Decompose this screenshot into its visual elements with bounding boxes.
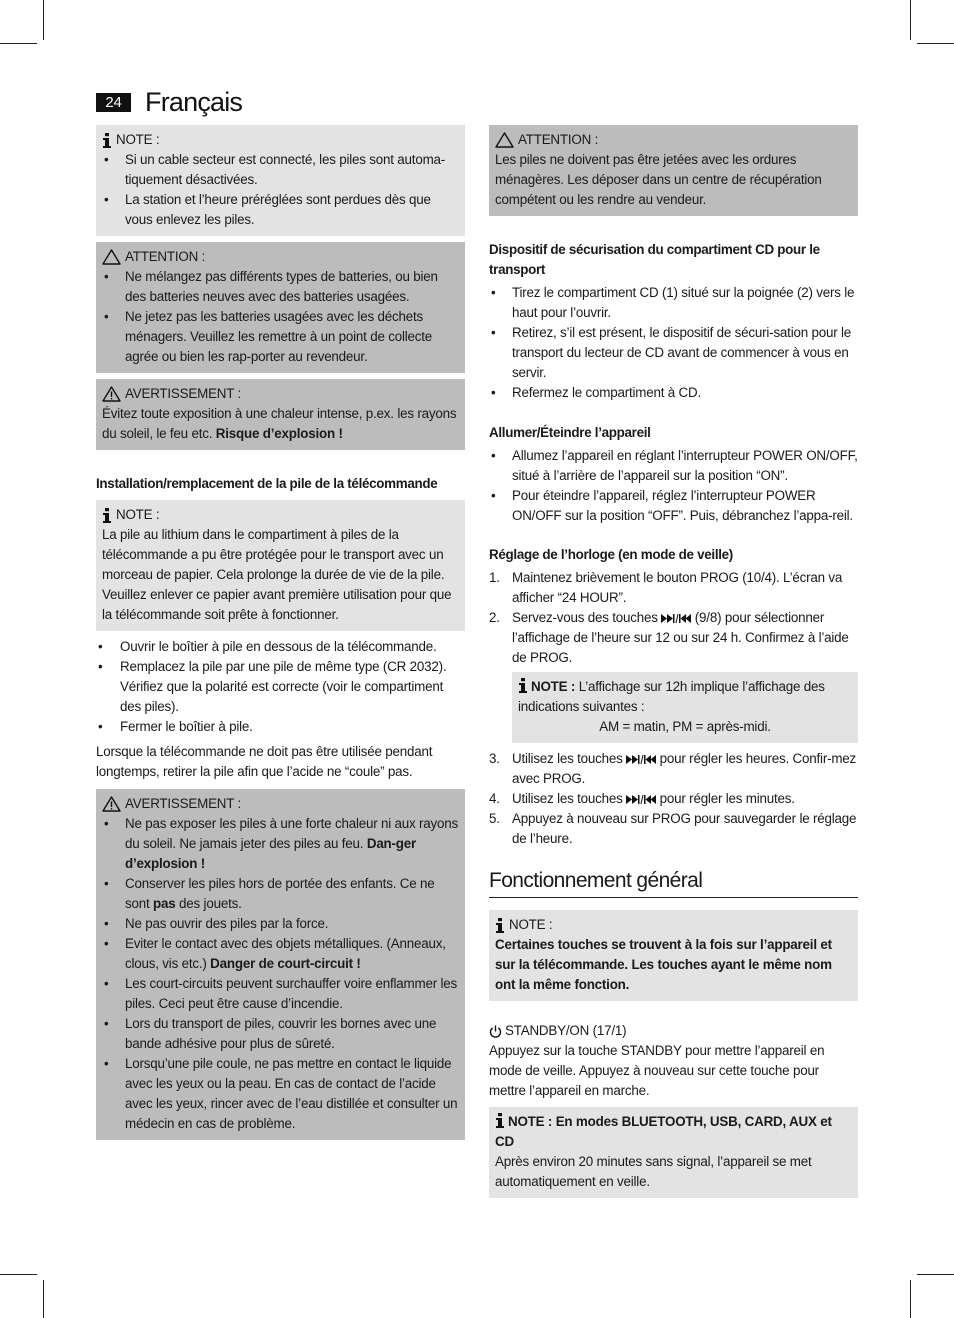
note-text: Après environ 20 minutes sans signal, l’appareil se met automatiquement en veille. <box>495 1154 812 1189</box>
list-item: • La station et l’heure préréglées sont perdues dès que vous enlevez les piles. <box>102 190 459 230</box>
warning-title: AVERTISSEMENT : <box>125 386 242 401</box>
page-number: 24 <box>96 93 131 112</box>
list-item: • Retirez, s’il est présent, le dispositif de sécuri-sation pour le transport du lecteur de CD avant de commencer à vous en servir. <box>489 323 858 383</box>
crop-mark <box>910 0 911 40</box>
list-item: 2. Servez-vous des touches (9/8) pour sélectionner l’affichage de l’heure sur 12 ou sur 24 h. Confirmez à l’aide de PROG. <box>489 610 849 665</box>
note-box <box>489 910 858 1001</box>
attention-text: Les piles ne doivent pas être jetées avec les ordures ménagères. Les déposer dans un centre de récupération compétent ou les rendre au vendeur. <box>495 152 822 207</box>
list-item: • Tirez le compartiment CD (1) situé sur la poignée (2) vers le haut pour l’ouvrir. <box>489 283 858 323</box>
list-item: • Si un cable secteur est connecté, les piles sont automa-tiquement désactivées. <box>102 150 459 190</box>
section-heading: Dispositif de sécurisation du compartiment CD pour le transport <box>489 242 820 277</box>
section-heading: Installation/remplacement de la pile de la télécommande <box>96 476 438 491</box>
note-box <box>96 500 465 631</box>
crop-mark <box>917 1274 954 1275</box>
note-text: L’affichage sur 12h implique l’affichage des indications suivantes : <box>518 679 825 714</box>
info-icon <box>102 508 112 523</box>
list-item: • Ouvrir le boîtier à pile en dessous de la télécommande. <box>96 637 465 657</box>
list-item: 3. Utilisez les touches pour régler les heures. Confir-mez avec PROG. <box>489 751 857 786</box>
warning-triangle-icon <box>102 249 121 265</box>
list-item: • Les court-circuits peuvent surchauffer voire enflammer les piles. Ceci peut être cause d’incendie. <box>102 974 459 1014</box>
list-item: • Remplacez la pile par une pile de même type (CR 2032). Vérifiez que la polarité est correcte (voir le compartiment des piles). <box>96 657 465 717</box>
section-heading: Réglage de l’horloge (en mode de veille) <box>489 547 733 562</box>
crop-mark <box>43 0 44 40</box>
warning-exclamation-icon <box>102 796 121 812</box>
section-heading: Allumer/Éteindre l’appareil <box>489 425 651 440</box>
warning-exclamation-icon <box>102 386 121 402</box>
list-item: • Ne jetez pas les batteries usagées avec les déchets ménagers. Veuillez les remettre à un point de collecte agrée ou bien les rap-porter au revendeur. <box>102 307 459 367</box>
note-box <box>512 672 858 743</box>
note-box <box>489 1107 858 1198</box>
warning-text-bold: Risque d’explosion ! <box>215 426 343 441</box>
warning-text: Évitez toute exposition à une chaleur intense, p.ex. les rayons du soleil, le feu etc. <box>102 406 457 441</box>
crop-mark <box>0 43 37 44</box>
page-title: Français <box>145 87 243 117</box>
list-item: • Fermer le boîtier à pile. <box>96 717 465 737</box>
skip-next-prev-icon <box>661 613 691 624</box>
warning-box <box>96 379 465 450</box>
section-title: Fonctionnement général <box>489 867 858 898</box>
list-item: • Lors du transport de piles, couvrir les bornes avec une bande adhésive pour plus de sûreté. <box>102 1014 459 1054</box>
attention-box <box>489 125 858 216</box>
attention-title: ATTENTION : <box>125 249 206 264</box>
list-item: • Allumez l’appareil en réglant l’interrupteur POWER ON/OFF, situé à l’arrière de l’appareil sur la position “ON”. <box>489 446 858 486</box>
warning-title: AVERTISSEMENT : <box>125 796 242 811</box>
note-title: NOTE : En modes BLUETOOTH, USB, CARD, AUX et CD <box>495 1114 832 1149</box>
list-item: • Conserver les piles hors de portée des enfants. Ce ne sont pas des jouets. <box>102 874 459 914</box>
list-item: • Refermez le compartiment à CD. <box>489 383 858 403</box>
crop-mark <box>917 43 954 44</box>
note-title: NOTE : <box>116 507 160 522</box>
list-item: 1. Maintenez brièvement le bouton PROG (10/4). L’écran va afficher “24 HOUR”. <box>489 570 843 605</box>
paragraph: Lorsque la télécommande ne doit pas être utilisée pendant longtemps, retirer la pile afin que l’acide ne “coule” pas. <box>96 744 433 779</box>
standby-text: Appuyez sur la touche STANDBY pour mettre l’appareil en mode de veille. Appuyez à nouveau sur cette touche pour mettre l’appareil en marche. <box>489 1043 825 1098</box>
warning-box <box>96 789 465 1140</box>
list-item: • Ne pas ouvrir des piles par la force. <box>102 914 459 934</box>
attention-box <box>96 242 465 373</box>
note-text: Certaines touches se trouvent à la fois sur l’appareil et sur la télécommande. Les touches ayant le même nom ont la même fonction. <box>495 937 832 992</box>
note-title: NOTE : <box>116 132 160 147</box>
skip-next-prev-icon <box>626 754 656 765</box>
crop-mark <box>43 1280 44 1318</box>
note-text: La pile au lithium dans le compartiment à piles de la télécommande a pu être protégée pour le transport avec un morceau de papier. Cela prolonge la durée de vie de la pile. Veuillez enlever ce papier avant première utilisation pour que la télécommande soit prête à fonctionner. <box>102 527 452 622</box>
list-item: • Ne mélangez pas différents types de batteries, ou bien des batteries neuves avec des batteries usagées. <box>102 267 459 307</box>
list-item: • Pour éteindre l’appareil, réglez l’interrupteur POWER ON/OFF sur la position “OFF”. Puis, débranchez l’appa-reil. <box>489 486 858 526</box>
crop-mark <box>0 1274 37 1275</box>
right-column <box>489 125 858 1204</box>
list-item: • Ne pas exposer les piles à une forte chaleur ni aux rayons du soleil. Ne jamais jeter des piles au feu. Dan-ger d’explosion ! <box>102 814 459 874</box>
crop-mark <box>910 1280 911 1318</box>
standby-title: STANDBY/ON (17/1) <box>505 1023 627 1038</box>
list-item: 5. Appuyez à nouveau sur PROG pour sauvegarder le réglage de l’heure. <box>489 811 857 846</box>
info-icon <box>495 918 505 933</box>
note-box <box>96 125 465 236</box>
left-column <box>96 125 465 1146</box>
info-icon <box>518 678 528 693</box>
note-line: AM = matin, PM = après-midi. <box>599 719 771 734</box>
list-item: • Lorsqu’une pile coule, ne pas mettre en contact le liquide avec les yeux ou la peau. En cas de contact de l’acide avec les yeux, rincer avec de l’eau distillée et consulter un médecin en cas de problème. <box>102 1054 459 1134</box>
info-icon <box>102 133 112 148</box>
list-item: • Eviter le contact avec des objets métalliques. (Anneaux, clous, vis etc.) Danger de court-circuit ! <box>102 934 459 974</box>
attention-title: ATTENTION : <box>518 132 599 147</box>
note-title: NOTE : <box>509 917 553 932</box>
skip-next-prev-icon <box>626 794 656 805</box>
warning-triangle-icon <box>495 132 514 148</box>
note-title: NOTE : <box>531 679 576 694</box>
info-icon <box>495 1113 505 1128</box>
list-item: 4. Utilisez les touches pour régler les minutes. <box>489 791 795 806</box>
power-icon <box>489 1025 502 1038</box>
